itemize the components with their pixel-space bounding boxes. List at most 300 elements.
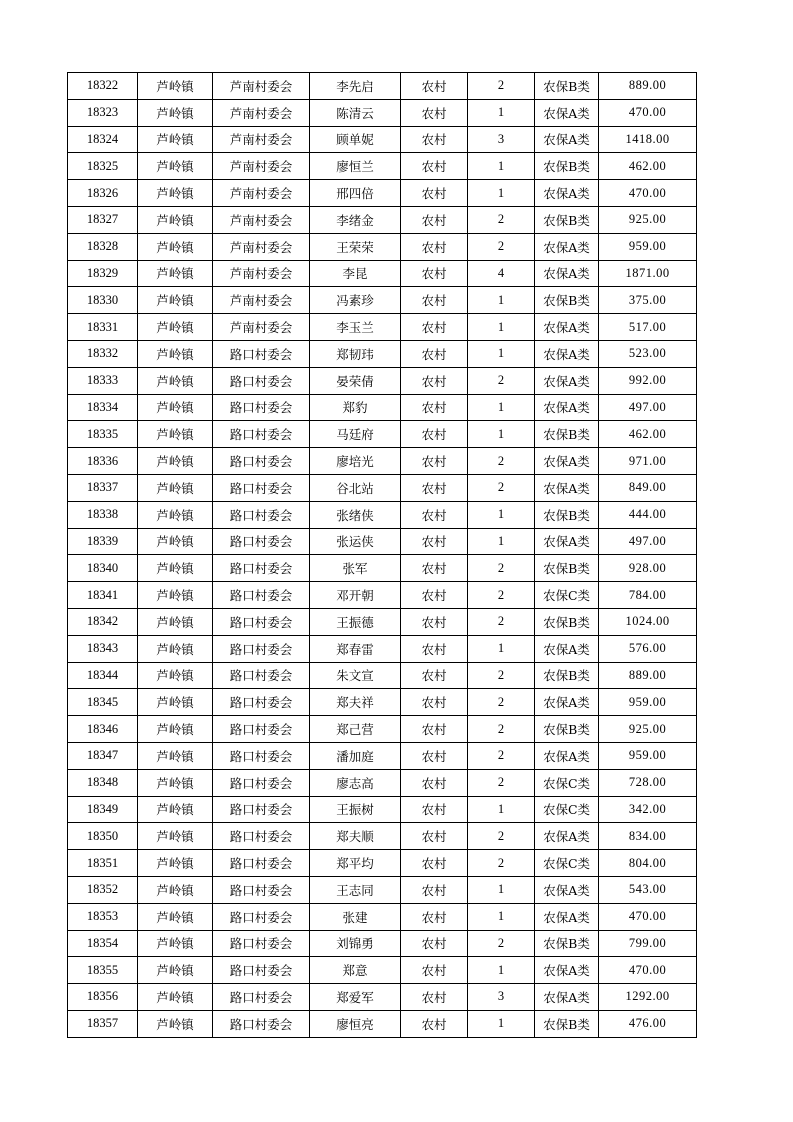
table-row bbox=[68, 126, 697, 153]
area-type-cell: 农村 bbox=[401, 73, 468, 100]
insurance-category-cell: 农保B类 bbox=[535, 206, 599, 233]
name-cell: 廖恒兰 bbox=[310, 153, 401, 180]
area-type-cell: 农村 bbox=[401, 421, 468, 448]
village-committee-cell: 路口村委会 bbox=[213, 421, 310, 448]
village-committee-cell: 路口村委会 bbox=[213, 1010, 310, 1037]
town-cell: 芦岭镇 bbox=[138, 582, 213, 609]
amount-cell: 342.00 bbox=[599, 796, 697, 823]
area-type-cell: 农村 bbox=[401, 260, 468, 287]
area-type-cell: 农村 bbox=[401, 582, 468, 609]
town-cell: 芦岭镇 bbox=[138, 984, 213, 1011]
insurance-category-cell: 农保B类 bbox=[535, 716, 599, 743]
area-type-cell: 农村 bbox=[401, 903, 468, 930]
town-cell: 芦岭镇 bbox=[138, 742, 213, 769]
name-cell: 邓开朝 bbox=[310, 582, 401, 609]
amount-cell: 925.00 bbox=[599, 206, 697, 233]
village-committee-cell: 芦南村委会 bbox=[213, 233, 310, 260]
village-committee-cell: 路口村委会 bbox=[213, 582, 310, 609]
amount-cell: 728.00 bbox=[599, 769, 697, 796]
record-id-cell: 18327 bbox=[68, 206, 138, 233]
insurance-category-cell: 农保B类 bbox=[535, 287, 599, 314]
village-committee-cell: 路口村委会 bbox=[213, 796, 310, 823]
household-size-cell: 2 bbox=[468, 73, 535, 100]
town-cell: 芦岭镇 bbox=[138, 206, 213, 233]
record-id-cell: 18341 bbox=[68, 582, 138, 609]
amount-cell: 834.00 bbox=[599, 823, 697, 850]
household-size-cell: 1 bbox=[468, 314, 535, 341]
household-size-cell: 2 bbox=[468, 582, 535, 609]
area-type-cell: 农村 bbox=[401, 233, 468, 260]
household-size-cell: 1 bbox=[468, 635, 535, 662]
household-size-cell: 3 bbox=[468, 984, 535, 1011]
insurance-category-cell: 农保A类 bbox=[535, 876, 599, 903]
household-size-cell: 2 bbox=[468, 608, 535, 635]
village-committee-cell: 芦南村委会 bbox=[213, 153, 310, 180]
household-size-cell: 2 bbox=[468, 448, 535, 475]
town-cell: 芦岭镇 bbox=[138, 957, 213, 984]
village-committee-cell: 路口村委会 bbox=[213, 957, 310, 984]
record-id-cell: 18336 bbox=[68, 448, 138, 475]
record-id-cell: 18348 bbox=[68, 769, 138, 796]
insurance-category-cell: 农保A类 bbox=[535, 260, 599, 287]
area-type-cell: 农村 bbox=[401, 850, 468, 877]
town-cell: 芦岭镇 bbox=[138, 394, 213, 421]
amount-cell: 497.00 bbox=[599, 394, 697, 421]
town-cell: 芦岭镇 bbox=[138, 99, 213, 126]
area-type-cell: 农村 bbox=[401, 180, 468, 207]
household-size-cell: 1 bbox=[468, 528, 535, 555]
table-row bbox=[68, 314, 697, 341]
area-type-cell: 农村 bbox=[401, 769, 468, 796]
household-size-cell: 1 bbox=[468, 153, 535, 180]
name-cell: 李绪金 bbox=[310, 206, 401, 233]
village-committee-cell: 路口村委会 bbox=[213, 608, 310, 635]
town-cell: 芦岭镇 bbox=[138, 474, 213, 501]
area-type-cell: 农村 bbox=[401, 126, 468, 153]
village-committee-cell: 路口村委会 bbox=[213, 528, 310, 555]
insurance-category-cell: 农保B类 bbox=[535, 930, 599, 957]
amount-cell: 470.00 bbox=[599, 903, 697, 930]
area-type-cell: 农村 bbox=[401, 689, 468, 716]
village-committee-cell: 路口村委会 bbox=[213, 662, 310, 689]
table-row bbox=[68, 448, 697, 475]
record-id-cell: 18342 bbox=[68, 608, 138, 635]
amount-cell: 543.00 bbox=[599, 876, 697, 903]
town-cell: 芦岭镇 bbox=[138, 260, 213, 287]
village-committee-cell: 路口村委会 bbox=[213, 394, 310, 421]
amount-cell: 523.00 bbox=[599, 340, 697, 367]
household-size-cell: 1 bbox=[468, 957, 535, 984]
table-row bbox=[68, 742, 697, 769]
name-cell: 潘加庭 bbox=[310, 742, 401, 769]
household-size-cell: 1 bbox=[468, 796, 535, 823]
table-row bbox=[68, 233, 697, 260]
area-type-cell: 农村 bbox=[401, 984, 468, 1011]
records-table bbox=[67, 72, 697, 1038]
area-type-cell: 农村 bbox=[401, 287, 468, 314]
household-size-cell: 2 bbox=[468, 662, 535, 689]
record-id-cell: 18346 bbox=[68, 716, 138, 743]
amount-cell: 799.00 bbox=[599, 930, 697, 957]
town-cell: 芦岭镇 bbox=[138, 1010, 213, 1037]
name-cell: 廖恒亮 bbox=[310, 1010, 401, 1037]
record-id-cell: 18343 bbox=[68, 635, 138, 662]
town-cell: 芦岭镇 bbox=[138, 340, 213, 367]
name-cell: 郑豹 bbox=[310, 394, 401, 421]
table-row bbox=[68, 930, 697, 957]
name-cell: 李玉兰 bbox=[310, 314, 401, 341]
village-committee-cell: 路口村委会 bbox=[213, 823, 310, 850]
town-cell: 芦岭镇 bbox=[138, 555, 213, 582]
village-committee-cell: 芦南村委会 bbox=[213, 206, 310, 233]
town-cell: 芦岭镇 bbox=[138, 126, 213, 153]
record-id-cell: 18353 bbox=[68, 903, 138, 930]
name-cell: 郑韧玮 bbox=[310, 340, 401, 367]
town-cell: 芦岭镇 bbox=[138, 501, 213, 528]
table-row bbox=[68, 635, 697, 662]
household-size-cell: 1 bbox=[468, 1010, 535, 1037]
record-id-cell: 18335 bbox=[68, 421, 138, 448]
amount-cell: 375.00 bbox=[599, 287, 697, 314]
record-id-cell: 18337 bbox=[68, 474, 138, 501]
area-type-cell: 农村 bbox=[401, 662, 468, 689]
table-row bbox=[68, 689, 697, 716]
household-size-cell: 1 bbox=[468, 876, 535, 903]
area-type-cell: 农村 bbox=[401, 555, 468, 582]
record-id-cell: 18331 bbox=[68, 314, 138, 341]
household-size-cell: 2 bbox=[468, 233, 535, 260]
insurance-category-cell: 农保A类 bbox=[535, 233, 599, 260]
name-cell: 张军 bbox=[310, 555, 401, 582]
town-cell: 芦岭镇 bbox=[138, 528, 213, 555]
town-cell: 芦岭镇 bbox=[138, 662, 213, 689]
household-size-cell: 3 bbox=[468, 126, 535, 153]
insurance-category-cell: 农保A类 bbox=[535, 367, 599, 394]
amount-cell: 462.00 bbox=[599, 153, 697, 180]
record-id-cell: 18322 bbox=[68, 73, 138, 100]
village-committee-cell: 路口村委会 bbox=[213, 474, 310, 501]
table-row bbox=[68, 608, 697, 635]
village-committee-cell: 芦南村委会 bbox=[213, 99, 310, 126]
amount-cell: 462.00 bbox=[599, 421, 697, 448]
amount-cell: 576.00 bbox=[599, 635, 697, 662]
table-row bbox=[68, 716, 697, 743]
insurance-category-cell: 农保A类 bbox=[535, 448, 599, 475]
record-id-cell: 18333 bbox=[68, 367, 138, 394]
name-cell: 郑夫祥 bbox=[310, 689, 401, 716]
village-committee-cell: 路口村委会 bbox=[213, 742, 310, 769]
household-size-cell: 1 bbox=[468, 501, 535, 528]
table-row bbox=[68, 421, 697, 448]
amount-cell: 959.00 bbox=[599, 689, 697, 716]
record-id-cell: 18355 bbox=[68, 957, 138, 984]
name-cell: 张建 bbox=[310, 903, 401, 930]
record-id-cell: 18323 bbox=[68, 99, 138, 126]
table-row bbox=[68, 823, 697, 850]
area-type-cell: 农村 bbox=[401, 796, 468, 823]
record-id-cell: 18347 bbox=[68, 742, 138, 769]
name-cell: 王振德 bbox=[310, 608, 401, 635]
record-id-cell: 18339 bbox=[68, 528, 138, 555]
amount-cell: 470.00 bbox=[599, 180, 697, 207]
record-id-cell: 18340 bbox=[68, 555, 138, 582]
village-committee-cell: 芦南村委会 bbox=[213, 287, 310, 314]
village-committee-cell: 路口村委会 bbox=[213, 340, 310, 367]
table-row bbox=[68, 260, 697, 287]
household-size-cell: 2 bbox=[468, 850, 535, 877]
table-row bbox=[68, 984, 697, 1011]
name-cell: 王志同 bbox=[310, 876, 401, 903]
insurance-category-cell: 农保C类 bbox=[535, 796, 599, 823]
record-id-cell: 18334 bbox=[68, 394, 138, 421]
amount-cell: 1871.00 bbox=[599, 260, 697, 287]
name-cell: 顾单妮 bbox=[310, 126, 401, 153]
town-cell: 芦岭镇 bbox=[138, 608, 213, 635]
household-size-cell: 2 bbox=[468, 474, 535, 501]
table-row bbox=[68, 394, 697, 421]
insurance-category-cell: 农保A类 bbox=[535, 957, 599, 984]
name-cell: 冯素珍 bbox=[310, 287, 401, 314]
table-row bbox=[68, 662, 697, 689]
town-cell: 芦岭镇 bbox=[138, 233, 213, 260]
name-cell: 谷北站 bbox=[310, 474, 401, 501]
table-row bbox=[68, 528, 697, 555]
name-cell: 郑己营 bbox=[310, 716, 401, 743]
area-type-cell: 农村 bbox=[401, 394, 468, 421]
insurance-category-cell: 农保A类 bbox=[535, 340, 599, 367]
table-row bbox=[68, 287, 697, 314]
name-cell: 郑意 bbox=[310, 957, 401, 984]
insurance-category-cell: 农保A类 bbox=[535, 126, 599, 153]
name-cell: 马廷府 bbox=[310, 421, 401, 448]
town-cell: 芦岭镇 bbox=[138, 314, 213, 341]
household-size-cell: 2 bbox=[468, 769, 535, 796]
amount-cell: 889.00 bbox=[599, 73, 697, 100]
table-row bbox=[68, 1010, 697, 1037]
insurance-category-cell: 农保A类 bbox=[535, 99, 599, 126]
amount-cell: 992.00 bbox=[599, 367, 697, 394]
household-size-cell: 1 bbox=[468, 421, 535, 448]
insurance-category-cell: 农保A类 bbox=[535, 180, 599, 207]
town-cell: 芦岭镇 bbox=[138, 421, 213, 448]
table-row bbox=[68, 474, 697, 501]
name-cell: 刘锦勇 bbox=[310, 930, 401, 957]
area-type-cell: 农村 bbox=[401, 153, 468, 180]
area-type-cell: 农村 bbox=[401, 1010, 468, 1037]
household-size-cell: 1 bbox=[468, 903, 535, 930]
area-type-cell: 农村 bbox=[401, 501, 468, 528]
area-type-cell: 农村 bbox=[401, 448, 468, 475]
table-row bbox=[68, 153, 697, 180]
table-row bbox=[68, 769, 697, 796]
area-type-cell: 农村 bbox=[401, 608, 468, 635]
amount-cell: 889.00 bbox=[599, 662, 697, 689]
table-row bbox=[68, 73, 697, 100]
name-cell: 李先启 bbox=[310, 73, 401, 100]
household-size-cell: 2 bbox=[468, 555, 535, 582]
area-type-cell: 农村 bbox=[401, 876, 468, 903]
area-type-cell: 农村 bbox=[401, 314, 468, 341]
table-row bbox=[68, 903, 697, 930]
household-size-cell: 1 bbox=[468, 394, 535, 421]
insurance-category-cell: 农保C类 bbox=[535, 582, 599, 609]
area-type-cell: 农村 bbox=[401, 742, 468, 769]
insurance-category-cell: 农保A类 bbox=[535, 689, 599, 716]
table-row bbox=[68, 555, 697, 582]
table-row bbox=[68, 180, 697, 207]
table-row bbox=[68, 957, 697, 984]
village-committee-cell: 路口村委会 bbox=[213, 555, 310, 582]
town-cell: 芦岭镇 bbox=[138, 769, 213, 796]
village-committee-cell: 路口村委会 bbox=[213, 876, 310, 903]
village-committee-cell: 路口村委会 bbox=[213, 716, 310, 743]
record-id-cell: 18330 bbox=[68, 287, 138, 314]
name-cell: 张运侠 bbox=[310, 528, 401, 555]
name-cell: 郑平均 bbox=[310, 850, 401, 877]
village-committee-cell: 路口村委会 bbox=[213, 448, 310, 475]
name-cell: 郑爱军 bbox=[310, 984, 401, 1011]
household-size-cell: 1 bbox=[468, 287, 535, 314]
record-id-cell: 18325 bbox=[68, 153, 138, 180]
amount-cell: 971.00 bbox=[599, 448, 697, 475]
household-size-cell: 2 bbox=[468, 930, 535, 957]
name-cell: 张绪侠 bbox=[310, 501, 401, 528]
record-id-cell: 18344 bbox=[68, 662, 138, 689]
amount-cell: 444.00 bbox=[599, 501, 697, 528]
amount-cell: 470.00 bbox=[599, 99, 697, 126]
insurance-category-cell: 农保A类 bbox=[535, 528, 599, 555]
area-type-cell: 农村 bbox=[401, 635, 468, 662]
insurance-category-cell: 农保A类 bbox=[535, 903, 599, 930]
name-cell: 邢四倍 bbox=[310, 180, 401, 207]
village-committee-cell: 路口村委会 bbox=[213, 984, 310, 1011]
town-cell: 芦岭镇 bbox=[138, 153, 213, 180]
records-table-body bbox=[68, 73, 697, 1038]
record-id-cell: 18357 bbox=[68, 1010, 138, 1037]
record-id-cell: 18345 bbox=[68, 689, 138, 716]
insurance-category-cell: 农保A类 bbox=[535, 635, 599, 662]
name-cell: 王荣荣 bbox=[310, 233, 401, 260]
insurance-category-cell: 农保B类 bbox=[535, 608, 599, 635]
insurance-category-cell: 农保C类 bbox=[535, 769, 599, 796]
town-cell: 芦岭镇 bbox=[138, 635, 213, 662]
name-cell: 王振树 bbox=[310, 796, 401, 823]
record-id-cell: 18326 bbox=[68, 180, 138, 207]
name-cell: 郑春雷 bbox=[310, 635, 401, 662]
village-committee-cell: 芦南村委会 bbox=[213, 180, 310, 207]
table-row bbox=[68, 340, 697, 367]
name-cell: 陈清云 bbox=[310, 99, 401, 126]
household-size-cell: 1 bbox=[468, 340, 535, 367]
amount-cell: 517.00 bbox=[599, 314, 697, 341]
town-cell: 芦岭镇 bbox=[138, 823, 213, 850]
household-size-cell: 1 bbox=[468, 180, 535, 207]
amount-cell: 849.00 bbox=[599, 474, 697, 501]
table-row bbox=[68, 850, 697, 877]
name-cell: 晏荣倩 bbox=[310, 367, 401, 394]
amount-cell: 959.00 bbox=[599, 742, 697, 769]
table-row bbox=[68, 99, 697, 126]
town-cell: 芦岭镇 bbox=[138, 448, 213, 475]
area-type-cell: 农村 bbox=[401, 716, 468, 743]
village-committee-cell: 路口村委会 bbox=[213, 769, 310, 796]
village-committee-cell: 路口村委会 bbox=[213, 689, 310, 716]
record-id-cell: 18338 bbox=[68, 501, 138, 528]
amount-cell: 1418.00 bbox=[599, 126, 697, 153]
insurance-category-cell: 农保B类 bbox=[535, 501, 599, 528]
table-row bbox=[68, 582, 697, 609]
town-cell: 芦岭镇 bbox=[138, 180, 213, 207]
amount-cell: 959.00 bbox=[599, 233, 697, 260]
area-type-cell: 农村 bbox=[401, 99, 468, 126]
record-id-cell: 18352 bbox=[68, 876, 138, 903]
name-cell: 郑夫顺 bbox=[310, 823, 401, 850]
village-committee-cell: 路口村委会 bbox=[213, 635, 310, 662]
amount-cell: 925.00 bbox=[599, 716, 697, 743]
area-type-cell: 农村 bbox=[401, 957, 468, 984]
insurance-category-cell: 农保A类 bbox=[535, 742, 599, 769]
table-row bbox=[68, 876, 697, 903]
record-id-cell: 18349 bbox=[68, 796, 138, 823]
village-committee-cell: 路口村委会 bbox=[213, 501, 310, 528]
area-type-cell: 农村 bbox=[401, 823, 468, 850]
amount-cell: 470.00 bbox=[599, 957, 697, 984]
town-cell: 芦岭镇 bbox=[138, 930, 213, 957]
town-cell: 芦岭镇 bbox=[138, 367, 213, 394]
area-type-cell: 农村 bbox=[401, 930, 468, 957]
amount-cell: 1024.00 bbox=[599, 608, 697, 635]
town-cell: 芦岭镇 bbox=[138, 689, 213, 716]
area-type-cell: 农村 bbox=[401, 474, 468, 501]
area-type-cell: 农村 bbox=[401, 528, 468, 555]
insurance-category-cell: 农保B类 bbox=[535, 662, 599, 689]
table-row bbox=[68, 796, 697, 823]
town-cell: 芦岭镇 bbox=[138, 716, 213, 743]
village-committee-cell: 路口村委会 bbox=[213, 903, 310, 930]
town-cell: 芦岭镇 bbox=[138, 850, 213, 877]
village-committee-cell: 芦南村委会 bbox=[213, 73, 310, 100]
insurance-category-cell: 农保B类 bbox=[535, 555, 599, 582]
household-size-cell: 4 bbox=[468, 260, 535, 287]
insurance-category-cell: 农保A类 bbox=[535, 474, 599, 501]
household-size-cell: 1 bbox=[468, 99, 535, 126]
town-cell: 芦岭镇 bbox=[138, 876, 213, 903]
record-id-cell: 18332 bbox=[68, 340, 138, 367]
town-cell: 芦岭镇 bbox=[138, 796, 213, 823]
amount-cell: 1292.00 bbox=[599, 984, 697, 1011]
name-cell: 廖志高 bbox=[310, 769, 401, 796]
record-id-cell: 18351 bbox=[68, 850, 138, 877]
household-size-cell: 2 bbox=[468, 716, 535, 743]
insurance-category-cell: 农保B类 bbox=[535, 421, 599, 448]
name-cell: 朱文宣 bbox=[310, 662, 401, 689]
area-type-cell: 农村 bbox=[401, 367, 468, 394]
record-id-cell: 18354 bbox=[68, 930, 138, 957]
village-committee-cell: 路口村委会 bbox=[213, 930, 310, 957]
record-id-cell: 18350 bbox=[68, 823, 138, 850]
amount-cell: 784.00 bbox=[599, 582, 697, 609]
table-row bbox=[68, 206, 697, 233]
village-committee-cell: 路口村委会 bbox=[213, 850, 310, 877]
insurance-category-cell: 农保A类 bbox=[535, 314, 599, 341]
amount-cell: 476.00 bbox=[599, 1010, 697, 1037]
village-committee-cell: 芦南村委会 bbox=[213, 314, 310, 341]
name-cell: 廖培光 bbox=[310, 448, 401, 475]
town-cell: 芦岭镇 bbox=[138, 73, 213, 100]
insurance-category-cell: 农保B类 bbox=[535, 73, 599, 100]
insurance-category-cell: 农保A类 bbox=[535, 394, 599, 421]
household-size-cell: 2 bbox=[468, 367, 535, 394]
